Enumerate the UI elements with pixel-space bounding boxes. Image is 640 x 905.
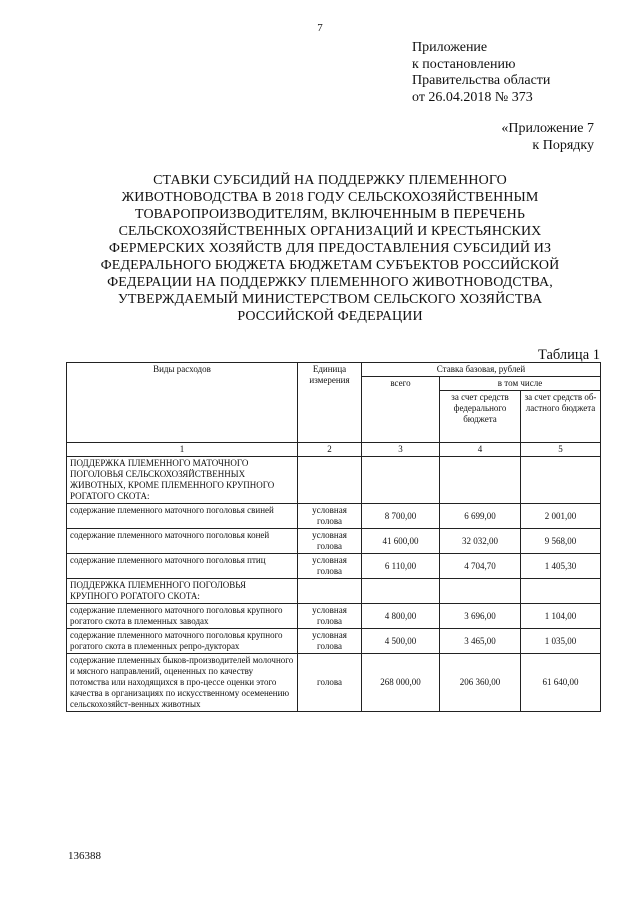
expense-type: содержание племенного маточного поголовья крупного рогатого скота в племенных заводах <box>67 604 298 629</box>
header-regional: за счет средств об-ластного бюджета <box>521 391 601 443</box>
table-row <box>67 604 601 629</box>
unit-cell: условная голова <box>298 554 362 579</box>
column-number: 3 <box>362 443 440 457</box>
title-line: ФЕРМЕРСКИХ ХОЗЯЙСТВ ДЛЯ ПРЕДОСТАВЛЕНИЯ СУБСИДИЙ ИЗ <box>108 241 552 256</box>
regional-cell: 1 104,00 <box>521 604 601 629</box>
appendix-line: Правительства области <box>412 73 551 88</box>
total-cell: 41 600,00 <box>362 529 440 554</box>
title-line: РОССИЙСКОЙ ФЕДЕРАЦИИ <box>237 309 423 324</box>
table-caption: Таблица 1 <box>537 347 600 363</box>
appendix-ref-line: к Порядку <box>532 138 594 153</box>
title-line: ЖИВОТНОВОДСТВА В 2018 ГОДУ СЕЛЬСКОХОЗЯЙСТВЕННЫМ <box>121 190 539 205</box>
unit-cell: условная голова <box>298 629 362 654</box>
header-unit: Единица измерения <box>298 363 362 443</box>
column-number-row <box>67 443 601 457</box>
expense-type: содержание племенного маточного поголовья крупного рогатого скота в племенных репро-дукторах <box>67 629 298 654</box>
title-line: ТОВАРОПРОИЗВОДИТЕЛЯМ, ВКЛЮЧЕННЫМ В ПЕРЕЧЕНЬ <box>134 207 526 222</box>
regional-cell: 1 035,00 <box>521 629 601 654</box>
title-line: ФЕДЕРАЛЬНОГО БЮДЖЕТА БЮДЖЕТАМ СУБЪЕКТОВ РОССИЙСКОЙ <box>100 258 560 273</box>
empty-cell <box>362 579 440 604</box>
expense-type: содержание племенных быков-производителей молочного и мясного направлений, оцененных по качеству потомства или находящихся в про-цессе оценки этого качества в организациях по искусственному осеменению сельскохозяйст-венных животных <box>67 654 298 712</box>
document-title <box>60 172 600 325</box>
federal-cell: 206 360,00 <box>440 654 521 712</box>
subsidy-rates-table <box>66 362 601 712</box>
regional-cell: 2 001,00 <box>521 504 601 529</box>
title-line: ФЕДЕРАЦИИ НА ПОДДЕРЖКУ ПЛЕМЕННОГО ЖИВОТНОВОДСТВА, <box>107 275 553 290</box>
header-total: всего <box>362 377 440 443</box>
column-number: 5 <box>521 443 601 457</box>
section-title: ПОДДЕРЖКА ПЛЕМЕННОГО ПОГОЛОВЬЯ КРУПНОГО РОГАТОГО СКОТА: <box>67 579 298 604</box>
footer-code: 136388 <box>68 850 101 862</box>
header-federal: за счет средств федерального бюджета <box>440 391 521 443</box>
unit-cell: голова <box>298 654 362 712</box>
empty-cell <box>521 579 601 604</box>
column-number: 2 <box>298 443 362 457</box>
empty-cell <box>298 457 362 504</box>
federal-cell: 3 696,00 <box>440 604 521 629</box>
unit-cell: условная голова <box>298 604 362 629</box>
section-title: ПОДДЕРЖКА ПЛЕМЕННОГО МАТОЧНОГО ПОГОЛОВЬЯ СЕЛЬСКОХОЗЯЙСТВЕННЫХ ЖИВОТНЫХ, КРОМЕ ПЛЕМЕННОГО КРУПНОГО РОГАТОГО СКОТА: <box>67 457 298 504</box>
page-number: 7 <box>317 22 323 34</box>
header-row <box>67 363 601 377</box>
title-line: УТВЕРЖДАЕМЫЙ МИНИСТЕРСТВОМ СЕЛЬСКОГО ХОЗЯЙСТВА <box>117 292 543 307</box>
total-cell: 4 500,00 <box>362 629 440 654</box>
table-row <box>67 654 601 712</box>
section-row <box>67 579 601 604</box>
table-row <box>67 529 601 554</box>
table-row <box>67 629 601 654</box>
total-cell: 4 800,00 <box>362 604 440 629</box>
unit-cell: условная голова <box>298 504 362 529</box>
title-line: СТАВКИ СУБСИДИЙ НА ПОДДЕРЖКУ ПЛЕМЕННОГО <box>153 173 507 188</box>
regional-cell: 61 640,00 <box>521 654 601 712</box>
appendix-ref-line: «Приложение 7 <box>501 121 594 136</box>
total-cell: 6 110,00 <box>362 554 440 579</box>
federal-cell: 4 704,70 <box>440 554 521 579</box>
table-row <box>67 504 601 529</box>
table-row <box>67 554 601 579</box>
column-number: 1 <box>67 443 298 457</box>
header-incl: в том числе <box>440 377 601 391</box>
appendix-header <box>412 40 550 106</box>
total-cell: 268 000,00 <box>362 654 440 712</box>
expense-type: содержание племенного маточного поголовья свиней <box>67 504 298 529</box>
total-cell: 8 700,00 <box>362 504 440 529</box>
appendix-line: к постановлению <box>412 56 516 72</box>
title-line: СЕЛЬСКОХОЗЯЙСТВЕННЫХ ОРГАНИЗАЦИЙ И КРЕСТЬЯНСКИХ <box>118 224 542 239</box>
regional-cell: 9 568,00 <box>521 529 601 554</box>
column-number: 4 <box>440 443 521 457</box>
federal-cell: 32 032,00 <box>440 529 521 554</box>
header-rate: Ставка базовая, рублей <box>362 363 601 377</box>
expense-type: содержание племенного маточного поголовья птиц <box>67 554 298 579</box>
empty-cell <box>362 457 440 504</box>
expense-type: содержание племенного маточного поголовья коней <box>67 529 298 554</box>
empty-cell <box>440 579 521 604</box>
unit-cell: условная голова <box>298 529 362 554</box>
header-type: Виды расходов <box>67 363 298 443</box>
section-row <box>67 457 601 504</box>
empty-cell <box>440 457 521 504</box>
federal-cell: 6 699,00 <box>440 504 521 529</box>
empty-cell <box>521 457 601 504</box>
appendix-reference <box>501 120 594 154</box>
empty-cell <box>298 579 362 604</box>
appendix-line: Приложение <box>412 40 488 55</box>
regional-cell: 1 405,30 <box>521 554 601 579</box>
appendix-line: от 26.04.2018 № 373 <box>412 89 533 105</box>
federal-cell: 3 465,00 <box>440 629 521 654</box>
